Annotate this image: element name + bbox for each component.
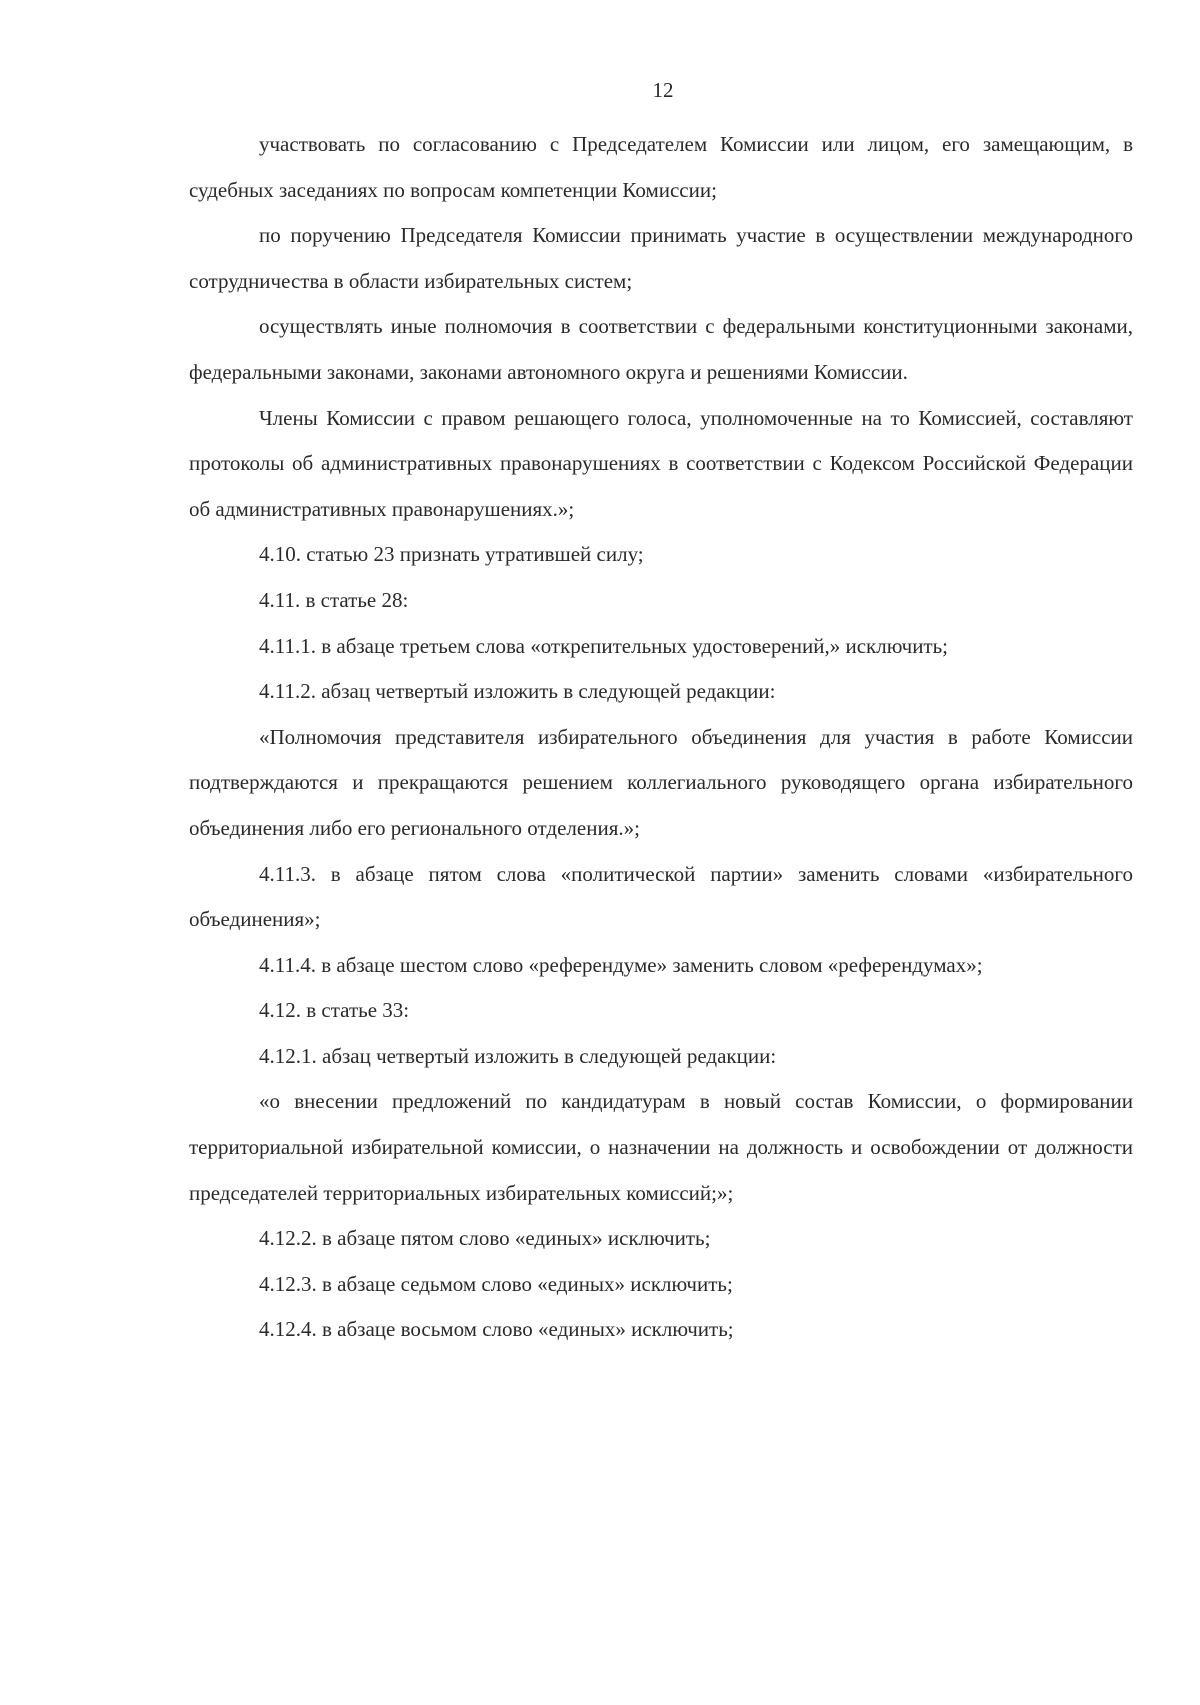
page-number: 12	[652, 78, 674, 102]
paragraph: участвовать по согласованию с Председателем Комиссии или лицом, его замещающим, в судебных заседаниях по вопросам компетенции Комиссии;	[189, 132, 1133, 202]
document-body	[189, 122, 1133, 1353]
paragraph: 4.12.4. в абзаце восьмом слово «единых» исключить;	[259, 1317, 734, 1342]
paragraph: 4.12.2. в абзаце пятом слово «единых» исключить;	[259, 1226, 711, 1251]
paragraph: 4.11.1. в абзаце третьем слова «открепительных удостоверений,» исключить;	[259, 633, 949, 658]
paragraph: Члены Комиссии с правом решающего голоса, уполномоченные на то Комиссией, составляют протоколы об административных правонарушениях в соответствии с Кодексом Российской Федерации об административных правонарушениях.»;	[189, 405, 1133, 521]
paragraph: 4.12. в статье 33:	[259, 998, 410, 1023]
paragraph: 4.11.2. абзац четвертый изложить в следующей редакции:	[259, 679, 776, 704]
paragraph: осуществлять иные полномочия в соответствии с федеральными конституционными законами, федеральными законами, законами автономного округа и решениями Комиссии.	[189, 314, 1133, 384]
paragraph: «Полномочия представителя избирательного объединения для участия в работе Комиссии подтверждаются и прекращаются решением коллегиального руководящего органа избирательного объединения либо его регионального отделения.»;	[189, 724, 1133, 840]
paragraph: «о внесении предложений по кандидатурам в новый состав Комиссии, о формировании территориальной избирательной комиссии, о назначении на должность и освобождении от должности председателей территориальных избирательных комиссий;»;	[189, 1089, 1133, 1205]
paragraph: 4.11. в статье 28:	[259, 587, 409, 612]
paragraph: 4.11.3. в абзаце пятом слова «политической партии» заменить словами «избирательного объединения»;	[189, 861, 1133, 932]
paragraph: по поручению Председателя Комиссии принимать участие в осуществлении международного сотрудничества в области избирательных систем;	[189, 223, 1133, 293]
paragraph: 4.10. статью 23 признать утратившей силу;	[259, 542, 644, 567]
paragraph: 4.12.3. в абзаце седьмом слово «единых» исключить;	[259, 1271, 733, 1296]
paragraph: 4.11.4. в абзаце шестом слово «референдуме» заменить словом «референдумах»;	[259, 952, 983, 977]
paragraph: 4.12.1. абзац четвертый изложить в следующей редакции:	[259, 1043, 777, 1068]
